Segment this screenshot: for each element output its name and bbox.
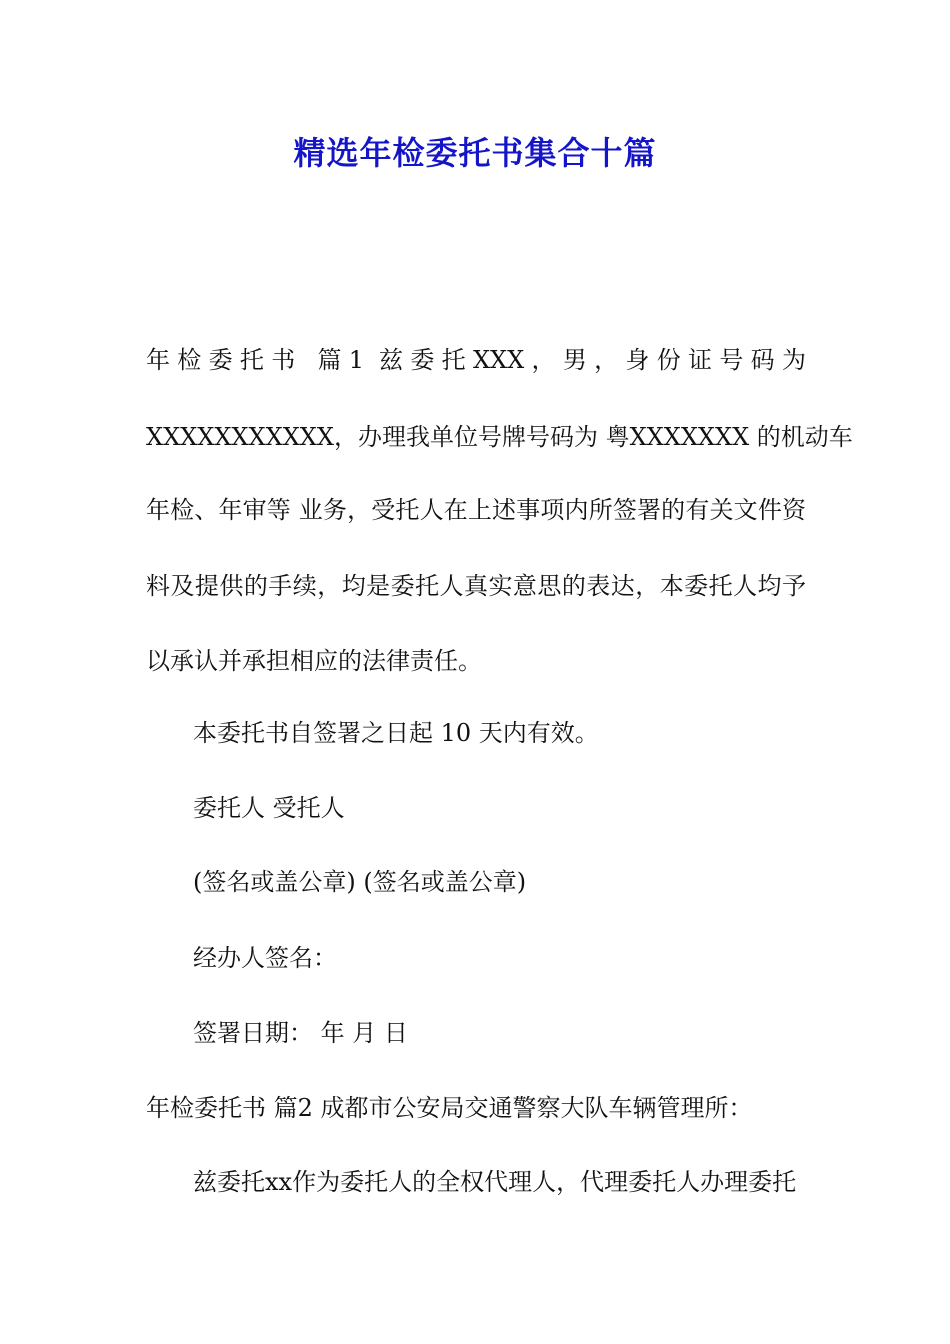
paragraph-line-5: 以承认并承担相应的法律责任。 — [146, 647, 482, 675]
paragraph-line-2: XXXXXXXXXXX，办理我单位号牌号码为 粤XXXXXXX 的机动车 — [146, 423, 853, 451]
section-2-paragraph-line: 兹委托xx作为委托人的全权代理人，代理委托人办理委托 — [193, 1168, 797, 1196]
paragraph-line-4: 料及提供的手续，均是委托人真实意思的表达，本委托人均予 — [146, 572, 806, 600]
agent-signature-line: 经办人签名： — [193, 944, 337, 972]
validity-line: 本委托书自签署之日起 10 天内有效。 — [193, 719, 599, 747]
document-title: 精选年检委托书集合十篇 — [293, 134, 657, 172]
paragraph-line-1: 年检委托书 篇1 兹委托XXX，男，身份证号码为 — [146, 346, 806, 374]
section-2-heading-line: 年检委托书 篇2 成都市公安局交通警察大队车辆管理所： — [146, 1094, 753, 1122]
paragraph-line-3: 年检、年审等 业务，受托人在上述事项内所签署的有关文件资 — [146, 496, 806, 524]
parties-line: 委托人 受托人 — [193, 794, 345, 822]
signature-note-line: (签名或盖公章) (签名或盖公章) — [193, 868, 527, 896]
sign-date-line: 签署日期： 年 月 日 — [193, 1019, 408, 1047]
